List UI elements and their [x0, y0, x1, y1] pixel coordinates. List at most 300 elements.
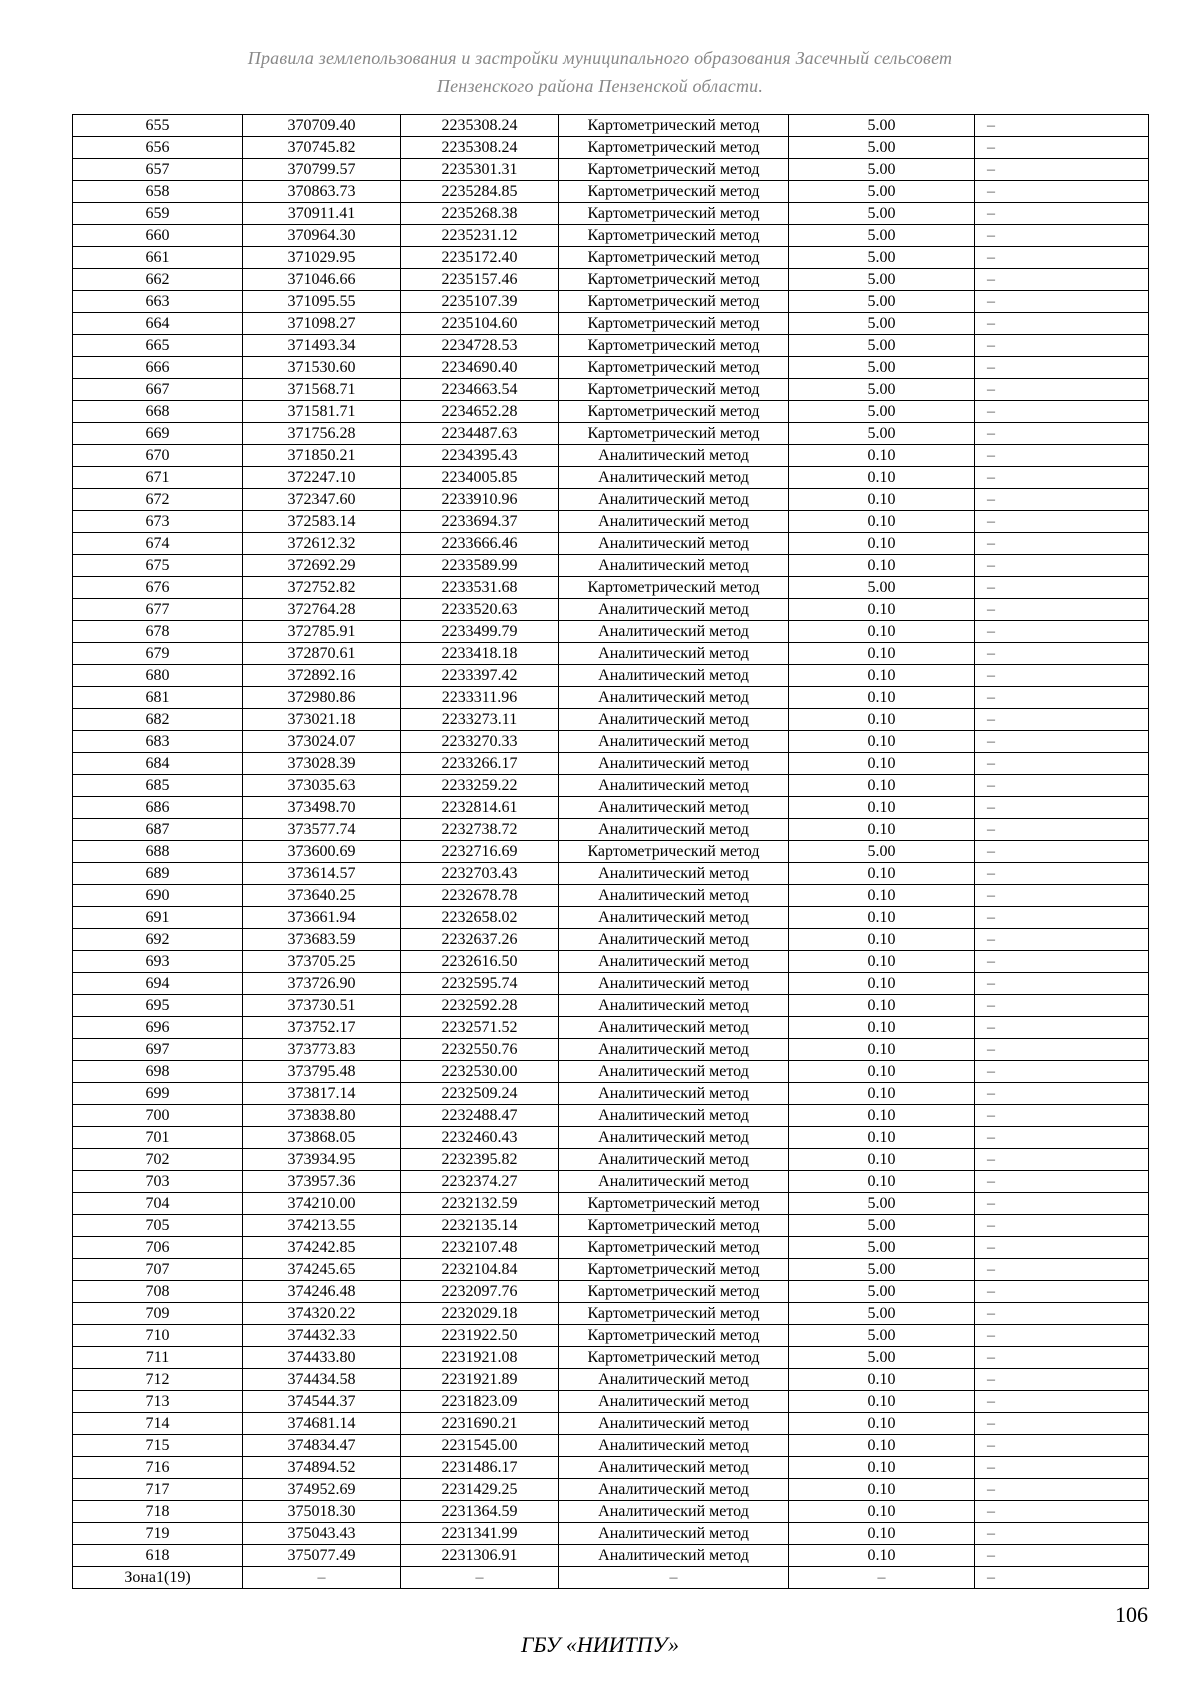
point-number-cell: 712 — [73, 1369, 243, 1391]
accuracy-cell: 0.10 — [789, 643, 975, 665]
method-cell: Картометрический метод — [559, 379, 789, 401]
accuracy-cell: 0.10 — [789, 1149, 975, 1171]
point-number-cell: 676 — [73, 577, 243, 599]
x-coordinate-cell: 371029.95 — [243, 247, 401, 269]
accuracy-cell: 5.00 — [789, 269, 975, 291]
method-cell: Аналитический метод — [559, 511, 789, 533]
table-row — [73, 1149, 1149, 1171]
accuracy-cell: 0.10 — [789, 621, 975, 643]
note-cell: – — [975, 1325, 1149, 1347]
point-number-cell: 693 — [73, 951, 243, 973]
point-number-cell: 696 — [73, 1017, 243, 1039]
table-row — [73, 643, 1149, 665]
y-coordinate-cell: 2233666.46 — [401, 533, 559, 555]
point-number-cell: 657 — [73, 159, 243, 181]
table-row — [73, 1435, 1149, 1457]
y-coordinate-cell: 2235268.38 — [401, 203, 559, 225]
x-coordinate-cell: 371098.27 — [243, 313, 401, 335]
table-row — [73, 973, 1149, 995]
table-row — [73, 1039, 1149, 1061]
note-cell: – — [975, 1171, 1149, 1193]
table-row — [73, 291, 1149, 313]
x-coordinate-cell: 372583.14 — [243, 511, 401, 533]
y-coordinate-cell: 2234487.63 — [401, 423, 559, 445]
accuracy-cell: 5.00 — [789, 1193, 975, 1215]
method-cell: Аналитический метод — [559, 489, 789, 511]
note-cell: – — [975, 709, 1149, 731]
method-cell: Аналитический метод — [559, 555, 789, 577]
note-cell: – — [975, 1149, 1149, 1171]
point-number-cell: 702 — [73, 1149, 243, 1171]
note-cell: – — [975, 731, 1149, 753]
y-coordinate-cell: 2235308.24 — [401, 115, 559, 137]
method-cell: Картометрический метод — [559, 1303, 789, 1325]
accuracy-cell: 0.10 — [789, 599, 975, 621]
x-coordinate-cell: 371046.66 — [243, 269, 401, 291]
method-cell: Картометрический метод — [559, 181, 789, 203]
table-row — [73, 863, 1149, 885]
accuracy-cell: 5.00 — [789, 181, 975, 203]
point-number-cell: 664 — [73, 313, 243, 335]
accuracy-cell: 0.10 — [789, 665, 975, 687]
table-row — [73, 401, 1149, 423]
note-cell: – — [975, 159, 1149, 181]
x-coordinate-cell: 374432.33 — [243, 1325, 401, 1347]
note-cell: – — [975, 225, 1149, 247]
table-row — [73, 995, 1149, 1017]
note-cell: – — [975, 1039, 1149, 1061]
x-coordinate-cell: 374245.65 — [243, 1259, 401, 1281]
table-row — [73, 467, 1149, 489]
table-row — [73, 269, 1149, 291]
table-row — [73, 555, 1149, 577]
y-coordinate-cell: 2235157.46 — [401, 269, 559, 291]
table-row — [73, 1105, 1149, 1127]
point-number-cell: 713 — [73, 1391, 243, 1413]
x-coordinate-cell: 374681.14 — [243, 1413, 401, 1435]
y-coordinate-cell: 2235284.85 — [401, 181, 559, 203]
table-row — [73, 357, 1149, 379]
point-number-cell: 705 — [73, 1215, 243, 1237]
method-cell: Картометрический метод — [559, 1215, 789, 1237]
x-coordinate-cell: 371850.21 — [243, 445, 401, 467]
method-cell: Картометрический метод — [559, 291, 789, 313]
y-coordinate-cell: 2233910.96 — [401, 489, 559, 511]
accuracy-cell: 5.00 — [789, 115, 975, 137]
x-coordinate-cell: 375077.49 — [243, 1545, 401, 1567]
accuracy-cell: 0.10 — [789, 1083, 975, 1105]
y-coordinate-cell: 2231364.59 — [401, 1501, 559, 1523]
accuracy-cell: 0.10 — [789, 1171, 975, 1193]
x-coordinate-cell: 370964.30 — [243, 225, 401, 247]
accuracy-cell: 0.10 — [789, 1545, 975, 1567]
x-coordinate-cell: 372980.86 — [243, 687, 401, 709]
y-coordinate-cell: 2235104.60 — [401, 313, 559, 335]
y-coordinate-cell: 2231341.99 — [401, 1523, 559, 1545]
accuracy-cell: 0.10 — [789, 951, 975, 973]
x-coordinate-cell: 373838.80 — [243, 1105, 401, 1127]
method-cell: Картометрический метод — [559, 159, 789, 181]
point-number-cell: 662 — [73, 269, 243, 291]
page-header — [0, 44, 1200, 100]
table-row — [73, 203, 1149, 225]
x-coordinate-cell: 373640.25 — [243, 885, 401, 907]
method-cell: Аналитический метод — [559, 1457, 789, 1479]
x-coordinate-cell: 372612.32 — [243, 533, 401, 555]
x-coordinate-cell: 373773.83 — [243, 1039, 401, 1061]
table-row — [73, 775, 1149, 797]
table-row — [73, 445, 1149, 467]
method-cell: Аналитический метод — [559, 1545, 789, 1567]
x-coordinate-cell: 372870.61 — [243, 643, 401, 665]
method-cell: Картометрический метод — [559, 1281, 789, 1303]
table-row — [73, 1193, 1149, 1215]
accuracy-cell: 5.00 — [789, 841, 975, 863]
method-cell: Аналитический метод — [559, 467, 789, 489]
method-cell: Картометрический метод — [559, 401, 789, 423]
accuracy-cell: 5.00 — [789, 159, 975, 181]
y-coordinate-cell: 2232716.69 — [401, 841, 559, 863]
y-coordinate-cell: 2231921.08 — [401, 1347, 559, 1369]
point-number-cell: Зона1(19) — [73, 1567, 243, 1589]
x-coordinate-cell: 373661.94 — [243, 907, 401, 929]
accuracy-cell: 0.10 — [789, 1039, 975, 1061]
x-coordinate-cell: 374320.22 — [243, 1303, 401, 1325]
accuracy-cell: 0.10 — [789, 1435, 975, 1457]
point-number-cell: 658 — [73, 181, 243, 203]
x-coordinate-cell: 374834.47 — [243, 1435, 401, 1457]
point-number-cell: 680 — [73, 665, 243, 687]
method-cell: Картометрический метод — [559, 115, 789, 137]
y-coordinate-cell: 2232107.48 — [401, 1237, 559, 1259]
y-coordinate-cell: 2232658.02 — [401, 907, 559, 929]
point-number-cell: 668 — [73, 401, 243, 423]
method-cell: Аналитический метод — [559, 709, 789, 731]
x-coordinate-cell: 372752.82 — [243, 577, 401, 599]
header-line-1: Правила землепользования и застройки муниципального образования Засечный сельсовет — [247, 48, 953, 68]
note-cell: – — [975, 665, 1149, 687]
y-coordinate-cell: 2231545.00 — [401, 1435, 559, 1457]
method-cell: Картометрический метод — [559, 225, 789, 247]
y-coordinate-cell: 2234690.40 — [401, 357, 559, 379]
point-number-cell: 663 — [73, 291, 243, 313]
x-coordinate-cell: 372764.28 — [243, 599, 401, 621]
table-row — [73, 1567, 1149, 1589]
y-coordinate-cell: 2232814.61 — [401, 797, 559, 819]
accuracy-cell: 5.00 — [789, 247, 975, 269]
method-cell: Аналитический метод — [559, 1039, 789, 1061]
x-coordinate-cell: 374246.48 — [243, 1281, 401, 1303]
y-coordinate-cell: – — [401, 1567, 559, 1589]
x-coordinate-cell: 371493.34 — [243, 335, 401, 357]
note-cell: – — [975, 1215, 1149, 1237]
method-cell: Картометрический метод — [559, 1237, 789, 1259]
y-coordinate-cell: 2232460.43 — [401, 1127, 559, 1149]
point-number-cell: 618 — [73, 1545, 243, 1567]
table-row — [73, 1259, 1149, 1281]
y-coordinate-cell: 2235231.12 — [401, 225, 559, 247]
accuracy-cell: 0.10 — [789, 511, 975, 533]
x-coordinate-cell: 372892.16 — [243, 665, 401, 687]
method-cell: Аналитический метод — [559, 907, 789, 929]
accuracy-cell: 0.10 — [789, 1413, 975, 1435]
note-cell: – — [975, 1391, 1149, 1413]
method-cell: Аналитический метод — [559, 1171, 789, 1193]
x-coordinate-cell: 373730.51 — [243, 995, 401, 1017]
method-cell: Картометрический метод — [559, 1193, 789, 1215]
table-row — [73, 1391, 1149, 1413]
y-coordinate-cell: 2231823.09 — [401, 1391, 559, 1413]
point-number-cell: 679 — [73, 643, 243, 665]
table-row — [73, 1303, 1149, 1325]
y-coordinate-cell: 2234663.54 — [401, 379, 559, 401]
x-coordinate-cell: 372785.91 — [243, 621, 401, 643]
table-row — [73, 709, 1149, 731]
method-cell: Картометрический метод — [559, 841, 789, 863]
method-cell: Аналитический метод — [559, 1083, 789, 1105]
accuracy-cell: 0.10 — [789, 1061, 975, 1083]
table-row — [73, 621, 1149, 643]
note-cell: – — [975, 1545, 1149, 1567]
note-cell: – — [975, 313, 1149, 335]
point-number-cell: 683 — [73, 731, 243, 753]
y-coordinate-cell: 2231922.50 — [401, 1325, 559, 1347]
y-coordinate-cell: 2232395.82 — [401, 1149, 559, 1171]
method-cell: Аналитический метод — [559, 995, 789, 1017]
table-row — [73, 797, 1149, 819]
accuracy-cell: 0.10 — [789, 731, 975, 753]
y-coordinate-cell: 2235172.40 — [401, 247, 559, 269]
coordinates-table-wrapper — [72, 114, 1148, 1589]
method-cell: Аналитический метод — [559, 775, 789, 797]
table-row — [73, 753, 1149, 775]
x-coordinate-cell: 373683.59 — [243, 929, 401, 951]
method-cell: Аналитический метод — [559, 1391, 789, 1413]
accuracy-cell: 0.10 — [789, 907, 975, 929]
method-cell: Картометрический метод — [559, 423, 789, 445]
point-number-cell: 691 — [73, 907, 243, 929]
note-cell: – — [975, 621, 1149, 643]
table-row — [73, 1347, 1149, 1369]
method-cell: Аналитический метод — [559, 687, 789, 709]
point-number-cell: 694 — [73, 973, 243, 995]
table-row — [73, 1325, 1149, 1347]
accuracy-cell: 5.00 — [789, 1325, 975, 1347]
x-coordinate-cell: 374894.52 — [243, 1457, 401, 1479]
point-number-cell: 661 — [73, 247, 243, 269]
note-cell: – — [975, 973, 1149, 995]
x-coordinate-cell: 371581.71 — [243, 401, 401, 423]
method-cell: Аналитический метод — [559, 819, 789, 841]
x-coordinate-cell: 375043.43 — [243, 1523, 401, 1545]
x-coordinate-cell: 372692.29 — [243, 555, 401, 577]
table-row — [73, 247, 1149, 269]
table-row — [73, 533, 1149, 555]
x-coordinate-cell: 373577.74 — [243, 819, 401, 841]
accuracy-cell: 0.10 — [789, 1523, 975, 1545]
y-coordinate-cell: 2233259.22 — [401, 775, 559, 797]
note-cell: – — [975, 269, 1149, 291]
x-coordinate-cell: 374433.80 — [243, 1347, 401, 1369]
accuracy-cell: 0.10 — [789, 1457, 975, 1479]
table-row — [73, 225, 1149, 247]
accuracy-cell: 0.10 — [789, 1017, 975, 1039]
accuracy-cell: 0.10 — [789, 1127, 975, 1149]
table-row — [73, 665, 1149, 687]
note-cell: – — [975, 863, 1149, 885]
note-cell: – — [975, 203, 1149, 225]
accuracy-cell: 5.00 — [789, 357, 975, 379]
point-number-cell: 660 — [73, 225, 243, 247]
method-cell: Аналитический метод — [559, 533, 789, 555]
point-number-cell: 686 — [73, 797, 243, 819]
point-number-cell: 682 — [73, 709, 243, 731]
point-number-cell: 709 — [73, 1303, 243, 1325]
note-cell: – — [975, 1457, 1149, 1479]
accuracy-cell: 5.00 — [789, 1303, 975, 1325]
point-number-cell: 707 — [73, 1259, 243, 1281]
note-cell: – — [975, 379, 1149, 401]
note-cell: – — [975, 1413, 1149, 1435]
point-number-cell: 674 — [73, 533, 243, 555]
method-cell: Аналитический метод — [559, 643, 789, 665]
x-coordinate-cell: 370863.73 — [243, 181, 401, 203]
table-row — [73, 885, 1149, 907]
accuracy-cell: 5.00 — [789, 137, 975, 159]
note-cell: – — [975, 1281, 1149, 1303]
note-cell: – — [975, 841, 1149, 863]
note-cell: – — [975, 1567, 1149, 1589]
x-coordinate-cell: 372247.10 — [243, 467, 401, 489]
point-number-cell: 710 — [73, 1325, 243, 1347]
note-cell: – — [975, 797, 1149, 819]
page-number: 106 — [1115, 1602, 1148, 1627]
method-cell: Аналитический метод — [559, 1523, 789, 1545]
coordinates-table — [72, 114, 1149, 1589]
table-row — [73, 1501, 1149, 1523]
table-row — [73, 1479, 1149, 1501]
accuracy-cell: 0.10 — [789, 533, 975, 555]
accuracy-cell: 5.00 — [789, 1215, 975, 1237]
accuracy-cell: 5.00 — [789, 313, 975, 335]
y-coordinate-cell: 2233694.37 — [401, 511, 559, 533]
table-row — [73, 335, 1149, 357]
accuracy-cell: 5.00 — [789, 1281, 975, 1303]
note-cell: – — [975, 137, 1149, 159]
method-cell: Картометрический метод — [559, 203, 789, 225]
method-cell: Аналитический метод — [559, 885, 789, 907]
accuracy-cell: 5.00 — [789, 423, 975, 445]
table-row — [73, 137, 1149, 159]
method-cell: Картометрический метод — [559, 313, 789, 335]
note-cell: – — [975, 1127, 1149, 1149]
point-number-cell: 673 — [73, 511, 243, 533]
note-cell: – — [975, 995, 1149, 1017]
y-coordinate-cell: 2232592.28 — [401, 995, 559, 1017]
point-number-cell: 669 — [73, 423, 243, 445]
x-coordinate-cell: 371568.71 — [243, 379, 401, 401]
x-coordinate-cell: 370799.57 — [243, 159, 401, 181]
y-coordinate-cell: 2232132.59 — [401, 1193, 559, 1215]
note-cell: – — [975, 445, 1149, 467]
note-cell: – — [975, 1083, 1149, 1105]
point-number-cell: 711 — [73, 1347, 243, 1369]
method-cell: Аналитический метод — [559, 973, 789, 995]
x-coordinate-cell: 373752.17 — [243, 1017, 401, 1039]
accuracy-cell: 0.10 — [789, 467, 975, 489]
table-row — [73, 819, 1149, 841]
accuracy-cell: 0.10 — [789, 775, 975, 797]
y-coordinate-cell: 2232488.47 — [401, 1105, 559, 1127]
x-coordinate-cell: 373024.07 — [243, 731, 401, 753]
method-cell: Картометрический метод — [559, 577, 789, 599]
accuracy-cell: 5.00 — [789, 203, 975, 225]
x-coordinate-cell: 370709.40 — [243, 115, 401, 137]
method-cell: Аналитический метод — [559, 621, 789, 643]
table-row — [73, 1237, 1149, 1259]
x-coordinate-cell: 373600.69 — [243, 841, 401, 863]
y-coordinate-cell: 2232738.72 — [401, 819, 559, 841]
method-cell: Картометрический метод — [559, 137, 789, 159]
y-coordinate-cell: 2232509.24 — [401, 1083, 559, 1105]
note-cell: – — [975, 599, 1149, 621]
accuracy-cell: 0.10 — [789, 445, 975, 467]
note-cell: – — [975, 555, 1149, 577]
table-row — [73, 599, 1149, 621]
x-coordinate-cell: 371530.60 — [243, 357, 401, 379]
method-cell: Аналитический метод — [559, 1501, 789, 1523]
point-number-cell: 656 — [73, 137, 243, 159]
y-coordinate-cell: 2233418.18 — [401, 643, 559, 665]
note-cell: – — [975, 819, 1149, 841]
point-number-cell: 681 — [73, 687, 243, 709]
page-footer: ГБУ «НИИТПУ» — [520, 1632, 680, 1657]
table-row — [73, 1523, 1149, 1545]
point-number-cell: 716 — [73, 1457, 243, 1479]
y-coordinate-cell: 2232637.26 — [401, 929, 559, 951]
method-cell: Картометрический метод — [559, 357, 789, 379]
point-number-cell: 714 — [73, 1413, 243, 1435]
method-cell: Картометрический метод — [559, 335, 789, 357]
point-number-cell: 717 — [73, 1479, 243, 1501]
x-coordinate-cell: 370911.41 — [243, 203, 401, 225]
y-coordinate-cell: 2232703.43 — [401, 863, 559, 885]
table-row — [73, 731, 1149, 753]
table-row — [73, 929, 1149, 951]
table-row — [73, 687, 1149, 709]
accuracy-cell: 0.10 — [789, 885, 975, 907]
accuracy-cell: 0.10 — [789, 1105, 975, 1127]
y-coordinate-cell: 2231429.25 — [401, 1479, 559, 1501]
method-cell: Аналитический метод — [559, 1413, 789, 1435]
point-number-cell: 666 — [73, 357, 243, 379]
x-coordinate-cell: 372347.60 — [243, 489, 401, 511]
x-coordinate-cell: 374434.58 — [243, 1369, 401, 1391]
table-row — [73, 1545, 1149, 1567]
method-cell: Аналитический метод — [559, 1105, 789, 1127]
table-row — [73, 841, 1149, 863]
table-row — [73, 1457, 1149, 1479]
accuracy-cell: 0.10 — [789, 1391, 975, 1413]
y-coordinate-cell: 2233520.63 — [401, 599, 559, 621]
y-coordinate-cell: 2232678.78 — [401, 885, 559, 907]
y-coordinate-cell: 2234728.53 — [401, 335, 559, 357]
note-cell: – — [975, 533, 1149, 555]
method-cell: Аналитический метод — [559, 1127, 789, 1149]
point-number-cell: 672 — [73, 489, 243, 511]
point-number-cell: 690 — [73, 885, 243, 907]
point-number-cell: 667 — [73, 379, 243, 401]
